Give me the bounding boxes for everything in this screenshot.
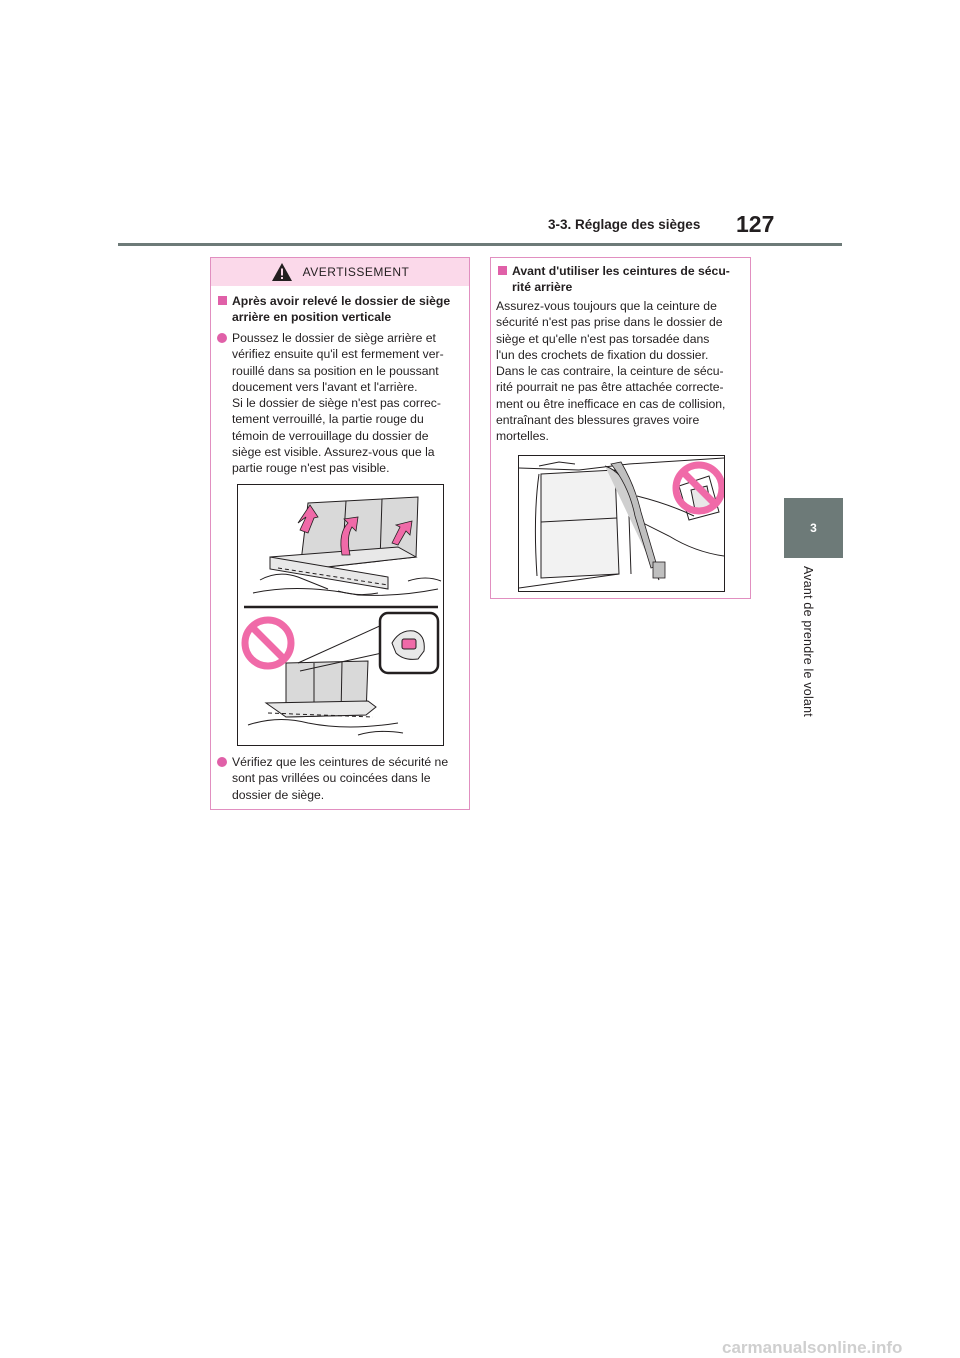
seatbelt-body: Assurez-vous toujours que la ceinture de sécurité n'est pas prise dans le dossier de siège et qu'elle n'est pas torsadée dans l'un des crochets de fixation du dossier. Dans le cas contraire, la ceinture de sécu- rité pourrait ne pas être attachée correcte- ment ou être inefficace en cas de collision, entraînant des blessures graves voire mortelles. [496, 299, 726, 444]
warning-title: AVERTISSEMENT [302, 265, 410, 279]
header-rule [118, 243, 842, 246]
chapter-title: Avant de prendre le volant [801, 566, 815, 717]
section-title: 3-3. Réglage des sièges [548, 217, 701, 232]
seatbelt-illustration [518, 455, 725, 592]
warning-bullet-2: Vérifiez que les ceintures de sécurité ne sont pas vrillées ou coincées dans le dossier de siège. [216, 754, 482, 803]
svg-text:carmanualsonline.info: carmanualsonline.info [722, 1338, 903, 1357]
warning-heading: Après avoir relevé le dossier de siège arrière en position verticale [216, 293, 482, 326]
lock-indicator-zoom [380, 613, 438, 673]
seatbelt-caution-box [490, 257, 751, 599]
seatbelt-drawing [519, 456, 724, 591]
warning-header [211, 258, 469, 286]
seatbelt-heading: Avant d'utiliser les ceintures de sécu- rité arrière [496, 263, 764, 296]
warning-bullet-1: Poussez le dossier de siège arrière et vérifiez ensuite qu'il est fermement ver- rouillé dans sa position en le poussant doucement vers l'avant et l'arrière. Si le dossier de siège n'est pas correc- tement verrouillé, la partie rouge du témoin de verrouillage du dossier de siège est visible. Assurez-vous que la partie rouge n'est pas visible. [216, 330, 482, 477]
chapter-number: 3 [810, 521, 817, 535]
seat-drawing [238, 485, 443, 745]
warning-box [210, 257, 470, 810]
warning-triangle-icon [271, 262, 293, 282]
page-number: 127 [736, 211, 775, 237]
seat-upright-drawing [248, 661, 403, 735]
watermark-logo [722, 1336, 960, 1358]
chapter-tab [784, 498, 843, 558]
prohibition-icon [245, 620, 291, 666]
seatback-lock-illustration [237, 484, 444, 746]
